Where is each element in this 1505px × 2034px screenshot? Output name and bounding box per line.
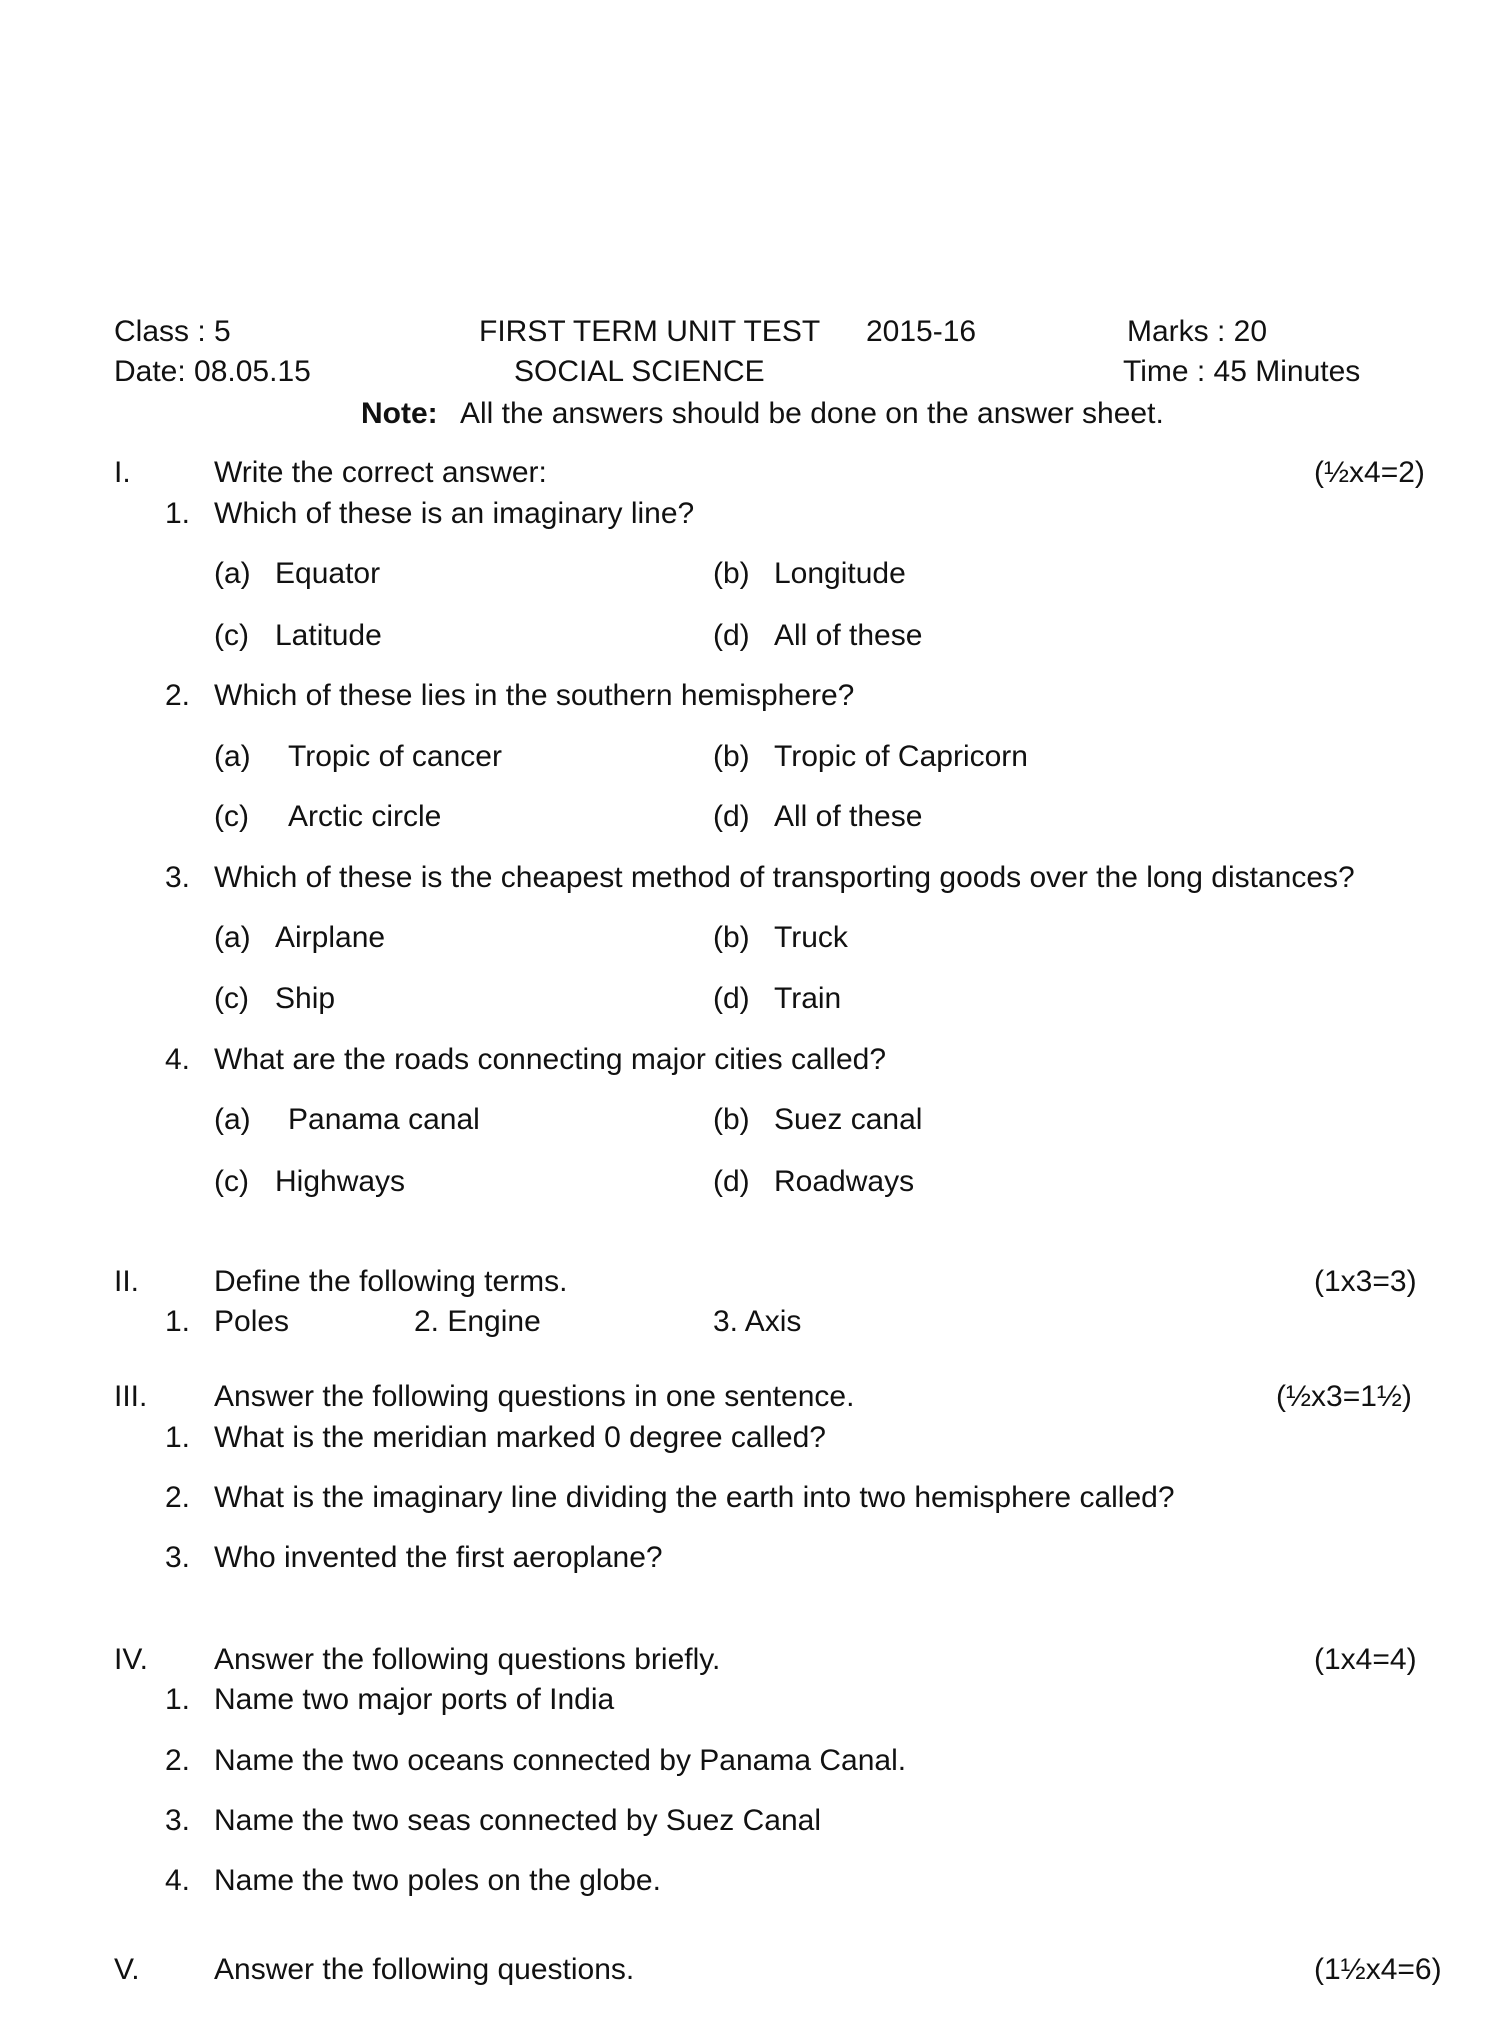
option-label: (c) [214,982,249,1015]
question-text: Name the two poles on the globe. [214,1864,661,1897]
question-number: 3. [165,1541,191,1574]
question-number: 1. [165,1305,191,1338]
question-number: 2. [165,1481,191,1514]
class-label: Class : 5 [114,315,231,348]
question-number: 4. [165,1864,191,1897]
question-number: 1. [165,1421,191,1454]
option-text: Truck [774,921,848,954]
section-title: Define the following terms. [214,1265,568,1298]
section-title: Answer the following questions. [214,1953,635,1986]
option-text: Highways [275,1165,406,1198]
option-label: (a) [214,557,251,590]
question-number: 2. [165,1744,191,1777]
question-text: Which of these lies in the southern hemisphere? [214,679,855,712]
total-marks: Marks : 20 [1127,315,1268,348]
section-title: Answer the following questions in one sentence. [214,1380,855,1413]
section-marks: (1x3=3) [1314,1265,1417,1298]
option-text: Suez canal [774,1103,923,1136]
question-text: Which of these is the cheapest method of transporting goods over the long distances? [214,861,1355,894]
option-label: (b) [713,740,750,773]
option-label: (c) [214,800,249,833]
question-text: Name two major ports of India [214,1683,615,1716]
question-number: 3. [165,1804,191,1837]
option-label: (d) [713,800,750,833]
time-allowed: Time : 45 Minutes [1123,355,1361,388]
section-marks: (1½x4=6) [1314,1953,1442,1986]
option-text: Airplane [275,921,386,954]
option-text: Tropic of cancer [288,740,502,773]
option-label: (b) [713,557,750,590]
question-text: Which of these is an imaginary line? [214,497,695,530]
option-label: (c) [214,1165,249,1198]
option-text: Longitude [774,557,906,590]
section-marks: (1x4=4) [1314,1643,1417,1676]
option-text: Train [774,982,842,1015]
option-text: Tropic of Capricorn [774,740,1028,773]
question-number: 4. [165,1043,191,1076]
option-label: (d) [713,1165,750,1198]
section-numeral: I. [114,456,131,489]
section-title: Write the correct answer: [214,456,547,489]
option-label: (a) [214,921,251,954]
subject-title: SOCIAL SCIENCE [514,355,765,388]
option-text: Equator [275,557,381,590]
option-label: (a) [214,1103,251,1136]
option-label: (b) [713,921,750,954]
section-numeral: IV. [114,1643,148,1676]
option-text: All of these [774,619,923,652]
section-numeral: III. [114,1380,148,1413]
question-text: What is the meridian marked 0 degree called? [214,1421,826,1454]
option-label: (d) [713,982,750,1015]
question-text: Who invented the first aeroplane? [214,1541,663,1574]
term: 2. Engine [414,1305,541,1338]
section-title: Answer the following questions briefly. [214,1643,721,1676]
option-label: (c) [214,619,249,652]
section-numeral: II. [114,1265,140,1298]
question-number: 1. [165,497,191,530]
option-label: (b) [713,1103,750,1136]
exam-date: Date: 08.05.15 [114,355,311,388]
note-label: Note: [361,397,438,430]
section-marks: (½x4=2) [1314,456,1425,489]
question-number: 2. [165,679,191,712]
test-title: FIRST TERM UNIT TEST [479,315,821,348]
section-numeral: V. [114,1953,140,1986]
option-text: All of these [774,800,923,833]
option-label: (d) [713,619,750,652]
question-text: Name the two seas connected by Suez Canal [214,1804,822,1837]
option-label: (a) [214,740,251,773]
option-text: Panama canal [288,1103,480,1136]
term: 3. Axis [713,1305,802,1338]
academic-year: 2015-16 [866,315,977,348]
note-text: All the answers should be done on the answer sheet. [460,397,1164,430]
question-text: What are the roads connecting major cities called? [214,1043,887,1076]
option-text: Roadways [774,1165,915,1198]
term: Poles [214,1305,290,1338]
question-text: What is the imaginary line dividing the earth into two hemisphere called? [214,1481,1175,1514]
question-number: 3. [165,861,191,894]
option-text: Latitude [275,619,382,652]
option-text: Ship [275,982,336,1015]
option-text: Arctic circle [288,800,442,833]
question-text: Name the two oceans connected by Panama Canal. [214,1744,907,1777]
section-marks: (½x3=1½) [1276,1380,1412,1413]
question-number: 1. [165,1683,191,1716]
